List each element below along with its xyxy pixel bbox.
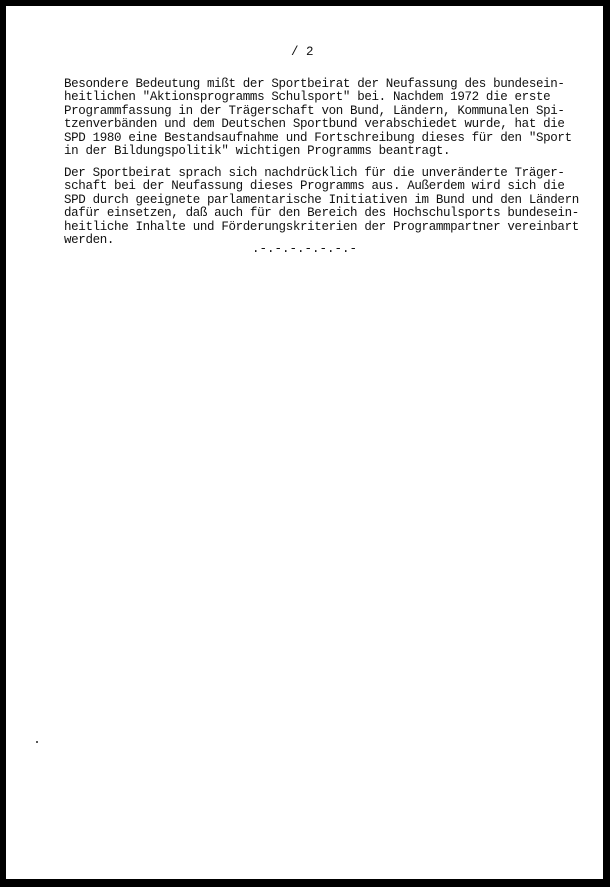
text-line: SPD durch geeignete parlamentarische Initiativen im Bund und den Ländern — [64, 192, 579, 207]
paragraph-2 — [64, 167, 579, 247]
scan-speck — [36, 741, 38, 743]
text-line: dafür einsetzen, daß auch für den Bereich des Hochschulsports bundesein- — [64, 206, 579, 221]
text-line: schaft bei der Neufassung dieses Programms aus. Außerdem wird sich die — [64, 179, 565, 194]
text-line: tzenverbänden und dem Deutschen Sportbund verabschiedet wurde, hat die — [64, 117, 565, 132]
text-line: Der Sportbeirat sprach sich nachdrücklich für die unveränderte Träger- — [64, 166, 565, 180]
paragraph-1 — [64, 78, 572, 158]
text-line: Programmfassung in der Trägerschaft von Bund, Ländern, Kommunalen Spi- — [64, 103, 565, 118]
text-line: SPD 1980 eine Bestandsaufnahme und Fortschreibung dieses für den "Sport — [64, 130, 572, 145]
end-mark: .-.-.-.-.-.-.- — [252, 242, 358, 256]
text-line: in der Bildungspolitik" wichtigen Programms beantragt. — [64, 144, 451, 159]
document-page — [6, 6, 603, 879]
page-number: / 2 — [291, 45, 314, 59]
text-line: heitliche Inhalte und Förderungskriterien der Programmpartner vereinbart — [64, 219, 579, 234]
text-line: Besondere Bedeutung mißt der Sportbeirat der Neufassung des bundesein- — [64, 77, 565, 91]
text-line: heitlichen "Aktionsprogramms Schulsport" bei. Nachdem 1972 die erste — [64, 90, 551, 105]
text-line: werden. — [64, 233, 115, 248]
